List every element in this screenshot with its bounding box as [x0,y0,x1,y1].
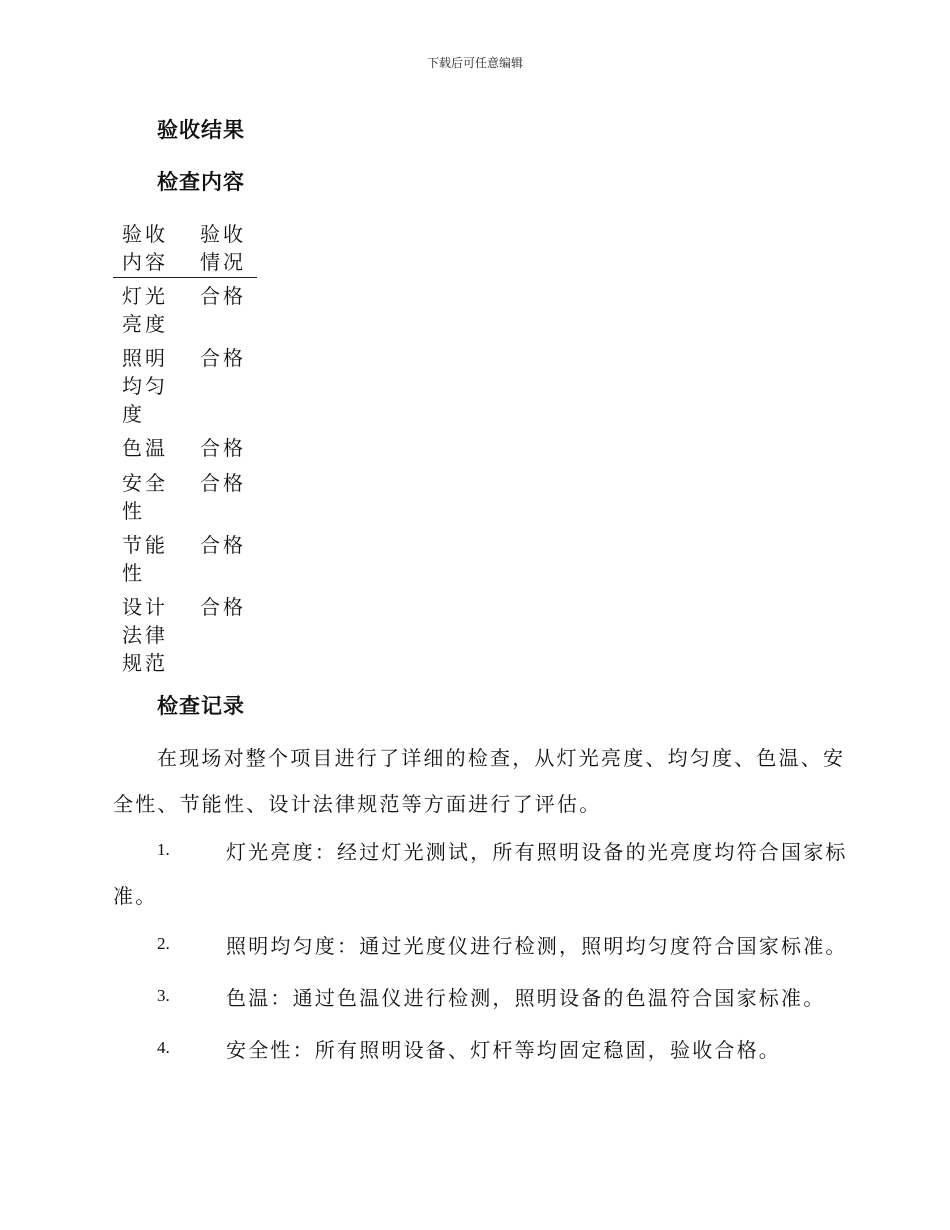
list-item-number: 3. [157,986,170,1005]
table-row-result: 合格 [200,533,246,557]
table-row-item: 色温 [122,436,168,460]
intro-paragraph-line1: 在现场对整个项目进行了详细的检查，从灯光亮度、均匀度、色温、安 [157,746,846,770]
table-row-item: 安全性 [122,471,168,523]
table-row-result: 合格 [200,346,246,370]
table-row-item: 照明均匀度 [122,346,168,426]
table-row-item: 节能性 [122,533,168,585]
table-header-item: 验收内容 [122,222,168,274]
section-title-inspection-record: 检查记录 [157,694,245,718]
table-header-result: 验收情况 [200,222,246,274]
table-row-result: 合格 [200,471,246,495]
intro-paragraph-line2: 全性、节能性、设计法律规范等方面进行了评估。 [113,792,602,816]
table-header-rule [113,277,257,278]
list-item-number: 1. [157,840,170,859]
section-title-inspection-content: 检查内容 [157,170,245,194]
page-header: 下载后可任意编辑 [426,56,523,70]
list-item-text: 安全性：所有照明设备、灯杆等均固定稳固，验收合格。 [226,1038,781,1062]
list-item-text: 色温：通过色温仪进行检测，照明设备的色温符合国家标准。 [226,986,826,1010]
table-row-item: 灯光亮度 [122,284,168,336]
table-row-result: 合格 [200,595,246,619]
table-row-result: 合格 [200,436,246,460]
list-item-text-continued: 准。 [113,884,158,908]
table-row-result: 合格 [200,284,246,308]
list-item-number: 2. [157,934,170,953]
list-item-number: 4. [157,1038,170,1057]
list-item-text: 照明均匀度：通过光度仪进行检测，照明均匀度符合国家标准。 [226,934,848,958]
list-item-text: 灯光亮度：经过灯光测试，所有照明设备的光亮度均符合国家标 [226,840,848,864]
table-row-item: 设计法律规范 [122,595,168,675]
section-title-acceptance-result: 验收结果 [157,118,245,142]
